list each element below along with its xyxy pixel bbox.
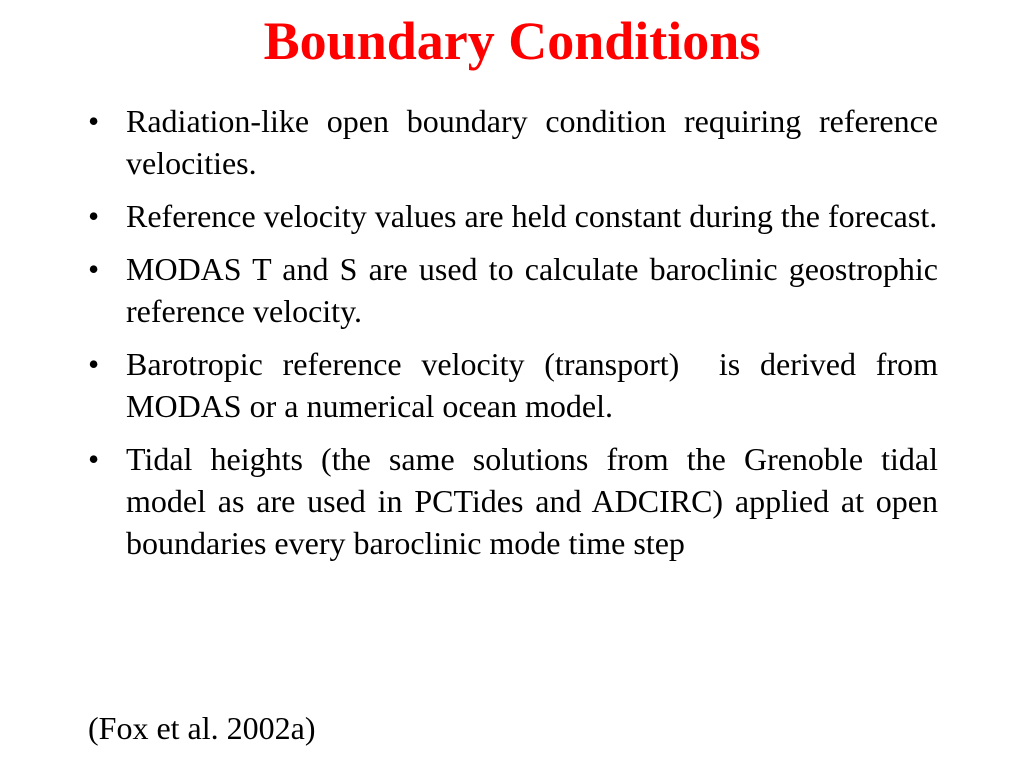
bullet-item: [88, 195, 938, 237]
bullet-text: MODAS T and S are used to calculate baroclinic geostrophic reference velocity.: [126, 251, 938, 329]
bullet-text: Reference velocity values are held constant during the forecast.: [126, 198, 938, 234]
bullet-icon: •: [88, 346, 100, 382]
bullet-text: Radiation-like open boundary condition requiring reference velocities.: [126, 103, 938, 181]
bullet-item: [88, 248, 938, 332]
bullet-icon: •: [88, 251, 100, 287]
slide-title: Boundary Conditions: [263, 11, 761, 71]
bullet-item: [88, 100, 938, 184]
bullet-icon: •: [88, 441, 100, 477]
bullet-text: Tidal heights (the same solutions from the Grenoble tidal model as are used in PCTides and ADCIRC) applied at open boundaries every baroclinic mode time step: [126, 441, 938, 561]
bullet-list: [88, 100, 946, 575]
bullet-item: [88, 343, 946, 427]
bullet-item: [88, 438, 938, 564]
bullet-icon: •: [88, 198, 100, 234]
bullet-icon: •: [88, 103, 100, 139]
citation: (Fox et al. 2002a): [88, 710, 316, 746]
bullet-text: Barotropic reference velocity (transport) is derived from MODAS or a numerical ocean model.: [126, 346, 946, 424]
